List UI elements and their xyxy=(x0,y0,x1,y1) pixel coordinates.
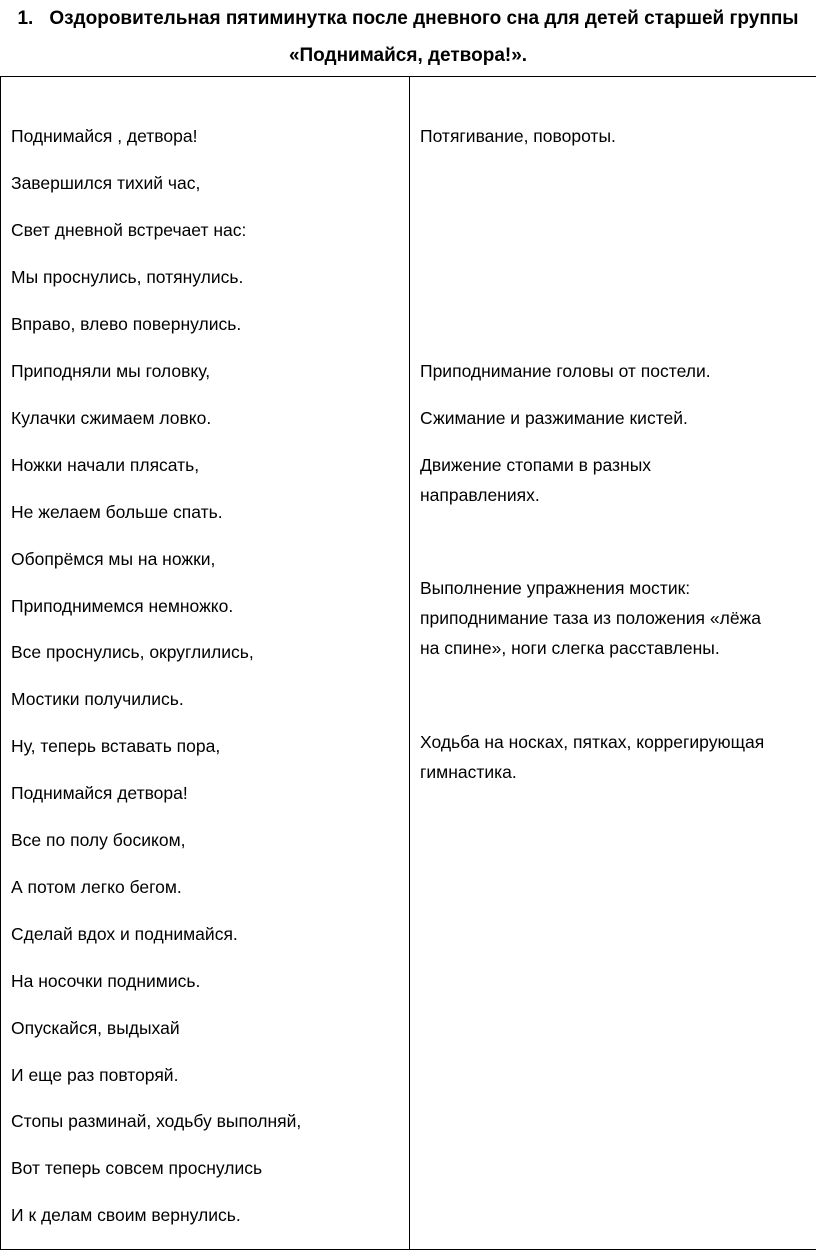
movement-line: на спине», ноги слегка расставлены. xyxy=(420,638,720,658)
movement-line: Потягивание, повороты. xyxy=(420,126,616,146)
verse-line: Стопы разминай, ходьбу выполняй, xyxy=(11,1111,302,1131)
exercise-table xyxy=(0,76,816,1250)
verse-line: Завершился тихий час, xyxy=(11,173,201,193)
heading-subtitle: «Поднимайся, детвора!». xyxy=(288,45,528,66)
movement-line: приподнимание таза из положения «лёжа xyxy=(420,608,761,628)
verse-line: Обопрёмся мы на ножки, xyxy=(11,549,216,569)
verse-line: Сделай вдох и поднимайся. xyxy=(11,924,238,944)
verse-line: Мостики получились. xyxy=(11,689,184,709)
movement-line: Приподнимание головы от постели. xyxy=(420,361,711,381)
verse-line: А потом легко бегом. xyxy=(11,877,182,897)
verse-line: Ну, теперь вставать пора, xyxy=(11,736,221,756)
movement-line: Движение стопами в разных xyxy=(420,455,652,475)
verse-line: И еще раз повторяй. xyxy=(11,1065,179,1085)
verse-line: Ножки начали плясать, xyxy=(11,455,200,475)
document-heading xyxy=(0,0,816,74)
movement-line: Ходьба на носках, пятках, коррегирующая xyxy=(420,732,765,752)
verse-line: Свет дневной встречает нас: xyxy=(11,220,247,240)
heading-title: Оздоровительная пятиминутка после дневного сна для детей старшей группы xyxy=(49,8,799,29)
movement-line: гимнастика. xyxy=(420,762,517,782)
verse-line: Мы проснулись, потянулись. xyxy=(11,267,244,287)
verse-line: Поднимайся , детвора! xyxy=(11,126,198,146)
verse-line: Опускайся, выдыхай xyxy=(11,1018,180,1038)
verse-line: Приподняли мы головку, xyxy=(11,361,211,381)
verse-line: Не желаем больше спать. xyxy=(11,502,223,522)
table-row xyxy=(1,77,816,1250)
verse-line: И к делам своим вернулись. xyxy=(11,1205,241,1225)
heading-number: 1. xyxy=(17,8,34,29)
verse-line: Приподнимемся немножко. xyxy=(11,596,234,616)
verse-line: Все проснулись, округлились, xyxy=(11,642,254,662)
movement-line: Сжимание и разжимание кистей. xyxy=(420,408,688,428)
verse-line: Все по полу босиком, xyxy=(11,830,186,850)
movement-column xyxy=(410,77,816,1250)
movement-line: Выполнение упражнения мостик: xyxy=(420,578,691,598)
verse-line: Вот теперь совсем проснулись xyxy=(11,1158,263,1178)
verse-line: Поднимайся детвора! xyxy=(11,783,188,803)
verse-line: На носочки поднимись. xyxy=(11,971,201,991)
verse-line: Вправо, влево повернулись. xyxy=(11,314,242,334)
verse-column xyxy=(1,77,410,1250)
heading-line-1 xyxy=(0,0,816,37)
verse-line: Кулачки сжимаем ловко. xyxy=(11,408,212,428)
movement-line: направлениях. xyxy=(420,485,540,505)
